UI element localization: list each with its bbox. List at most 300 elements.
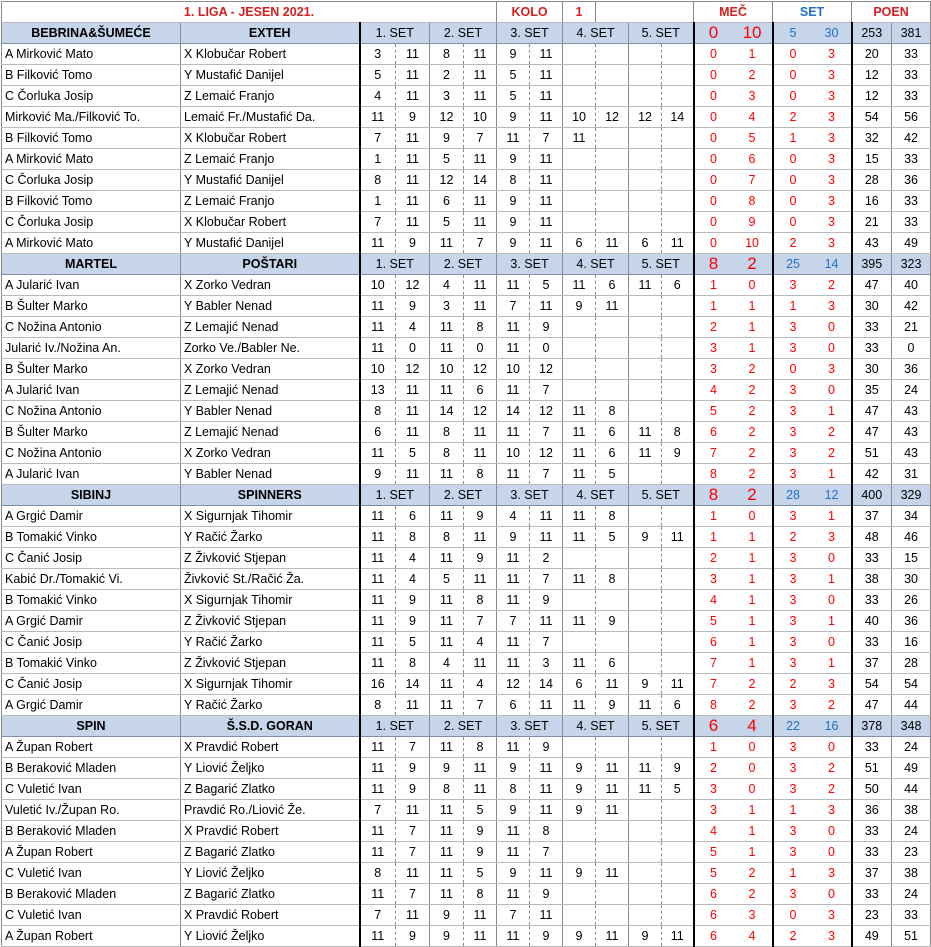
home-player: Kabić Dr./Tomakić Vi. <box>2 569 181 590</box>
set-header: 5. SET <box>629 716 694 737</box>
sets-total-away: 16 <box>813 716 852 737</box>
points-away: 33 <box>892 191 931 212</box>
set-score: 8 <box>360 401 396 422</box>
match-score-home: 0 <box>694 23 733 44</box>
results-body <box>2 2 931 947</box>
set-score: 8 <box>360 863 396 884</box>
set-score: 8 <box>360 695 396 716</box>
home-player: B Filković Tomo <box>2 128 181 149</box>
points-home: 33 <box>852 317 892 338</box>
sets-won-away: 1 <box>813 506 852 527</box>
running-match-away: 1 <box>733 611 773 632</box>
set-score <box>596 884 629 905</box>
set-score: 4 <box>464 674 497 695</box>
set-header: 3. SET <box>497 254 563 275</box>
set-score: 7 <box>464 233 497 254</box>
set-score: 7 <box>396 842 430 863</box>
set-score: 7 <box>464 128 497 149</box>
set-score: 11 <box>530 86 563 107</box>
set-score <box>662 863 694 884</box>
set-score: 7 <box>360 800 396 821</box>
set-score: 7 <box>360 128 396 149</box>
set-score: 14 <box>464 170 497 191</box>
game-row <box>2 359 931 380</box>
set-score <box>629 464 662 485</box>
points-away: 15 <box>892 548 931 569</box>
set-score: 11 <box>530 149 563 170</box>
set-score: 11 <box>497 128 530 149</box>
points-away: 24 <box>892 884 931 905</box>
set-score <box>596 128 629 149</box>
away-player: X Zorko Vedran <box>181 275 360 296</box>
sets-won-away: 1 <box>813 401 852 422</box>
home-player: B Šulter Marko <box>2 359 181 380</box>
points-home: 33 <box>852 884 892 905</box>
sets-won-away: 3 <box>813 926 852 947</box>
set-score: 11 <box>497 821 530 842</box>
set-score: 9 <box>497 191 530 212</box>
set-score: 11 <box>360 569 396 590</box>
sets-won-home: 3 <box>773 380 813 401</box>
set-score: 11 <box>396 170 430 191</box>
points-home: 37 <box>852 653 892 674</box>
set-score <box>662 401 694 422</box>
set-score: 12 <box>530 443 563 464</box>
set-score: 0 <box>530 338 563 359</box>
home-player: B Beraković Mladen <box>2 821 181 842</box>
points-away: 43 <box>892 443 931 464</box>
set-score: 4 <box>396 317 430 338</box>
running-match-away: 5 <box>733 128 773 149</box>
sets-won-home: 0 <box>773 212 813 233</box>
set-score: 11 <box>464 443 497 464</box>
running-match-home: 0 <box>694 233 733 254</box>
points-away: 28 <box>892 653 931 674</box>
set-score: 11 <box>497 926 530 947</box>
home-player: C Čorluka Josip <box>2 212 181 233</box>
running-match-home: 7 <box>694 674 733 695</box>
points-away: 33 <box>892 65 931 86</box>
set-score <box>629 317 662 338</box>
set-score: 12 <box>596 107 629 128</box>
match-header-row <box>2 485 931 506</box>
set-score: 11 <box>360 548 396 569</box>
points-home: 48 <box>852 527 892 548</box>
set-score: 2 <box>530 548 563 569</box>
points-away: 36 <box>892 611 931 632</box>
league-results-table <box>1 1 931 947</box>
sets-won-away: 1 <box>813 569 852 590</box>
game-row <box>2 611 931 632</box>
set-score: 11 <box>360 443 396 464</box>
set-score: 7 <box>396 884 430 905</box>
sets-total-away: 30 <box>813 23 852 44</box>
game-row <box>2 464 931 485</box>
set-header: 1. SET <box>360 485 430 506</box>
running-match-home: 0 <box>694 44 733 65</box>
sets-won-home: 0 <box>773 359 813 380</box>
set-score: 12 <box>629 107 662 128</box>
points-away: 16 <box>892 632 931 653</box>
running-match-away: 1 <box>733 296 773 317</box>
home-player: C Čanić Josip <box>2 674 181 695</box>
set-score: 8 <box>430 527 464 548</box>
set-score: 5 <box>464 800 497 821</box>
set-score <box>662 590 694 611</box>
set-score: 11 <box>497 842 530 863</box>
set-score: 0 <box>464 338 497 359</box>
set-score: 11 <box>430 695 464 716</box>
away-player: Y Liović Željko <box>181 863 360 884</box>
set-header: 3. SET <box>497 23 563 44</box>
running-match-home: 4 <box>694 590 733 611</box>
points-away: 21 <box>892 317 931 338</box>
set-header: 4. SET <box>563 254 629 275</box>
set-score: 5 <box>360 65 396 86</box>
running-match-away: 9 <box>733 212 773 233</box>
set-score: 5 <box>430 149 464 170</box>
set-score: 8 <box>530 821 563 842</box>
set-score <box>596 632 629 653</box>
set-score: 4 <box>360 86 396 107</box>
sets-won-away: 3 <box>813 527 852 548</box>
game-row <box>2 653 931 674</box>
set-score <box>662 464 694 485</box>
running-match-away: 2 <box>733 674 773 695</box>
set-score: 12 <box>464 401 497 422</box>
set-score: 11 <box>396 191 430 212</box>
set-score: 11 <box>430 338 464 359</box>
set-score: 5 <box>596 464 629 485</box>
set-score: 11 <box>596 758 629 779</box>
points-home: 16 <box>852 191 892 212</box>
set-label: SET <box>773 2 852 23</box>
set-score <box>629 191 662 212</box>
set-score <box>662 380 694 401</box>
home-team: MARTEL <box>2 254 181 275</box>
set-score <box>596 149 629 170</box>
home-player: Mirković Ma./Filković To. <box>2 107 181 128</box>
game-row <box>2 107 931 128</box>
points-home: 50 <box>852 779 892 800</box>
home-player: A Grgić Damir <box>2 695 181 716</box>
set-score: 11 <box>430 590 464 611</box>
home-player: C Čanić Josip <box>2 548 181 569</box>
sets-won-home: 0 <box>773 149 813 170</box>
set-score: 11 <box>360 821 396 842</box>
set-score: 11 <box>360 296 396 317</box>
running-match-home: 6 <box>694 884 733 905</box>
points-home: 33 <box>852 590 892 611</box>
set-score: 1 <box>360 191 396 212</box>
game-row <box>2 44 931 65</box>
set-score: 8 <box>430 443 464 464</box>
set-score <box>629 296 662 317</box>
away-player: X Klobučar Robert <box>181 212 360 233</box>
sets-won-away: 2 <box>813 758 852 779</box>
game-row <box>2 443 931 464</box>
game-row <box>2 926 931 947</box>
set-score: 11 <box>629 422 662 443</box>
set-score: 5 <box>430 569 464 590</box>
away-player: X Klobučar Robert <box>181 44 360 65</box>
game-row <box>2 191 931 212</box>
points-home: 51 <box>852 443 892 464</box>
home-player: B Beraković Mladen <box>2 758 181 779</box>
game-row <box>2 800 931 821</box>
set-score: 10 <box>497 443 530 464</box>
set-score: 11 <box>430 842 464 863</box>
game-row <box>2 695 931 716</box>
points-home: 37 <box>852 863 892 884</box>
home-player: Jularić Iv./Nožina An. <box>2 338 181 359</box>
set-score: 11 <box>530 212 563 233</box>
match-score-home: 8 <box>694 254 733 275</box>
set-score: 11 <box>430 737 464 758</box>
set-score: 14 <box>396 674 430 695</box>
running-match-home: 5 <box>694 401 733 422</box>
points-home: 12 <box>852 65 892 86</box>
sets-won-away: 3 <box>813 86 852 107</box>
game-row <box>2 401 931 422</box>
set-score <box>563 905 596 926</box>
set-score <box>563 170 596 191</box>
points-home: 43 <box>852 233 892 254</box>
set-score: 9 <box>464 506 497 527</box>
away-player: Y Liović Željko <box>181 758 360 779</box>
set-score: 11 <box>530 905 563 926</box>
set-score: 11 <box>563 443 596 464</box>
set-score <box>596 821 629 842</box>
set-score: 9 <box>497 800 530 821</box>
sets-won-home: 0 <box>773 905 813 926</box>
set-score: 7 <box>360 905 396 926</box>
set-score: 9 <box>396 779 430 800</box>
home-player: A Grgić Damir <box>2 611 181 632</box>
set-score: 7 <box>530 842 563 863</box>
points-home: 33 <box>852 548 892 569</box>
home-player: C Vuletić Ivan <box>2 863 181 884</box>
points-home: 33 <box>852 821 892 842</box>
running-match-home: 0 <box>694 170 733 191</box>
points-total-away: 348 <box>892 716 931 737</box>
set-score: 14 <box>530 674 563 695</box>
sets-won-away: 3 <box>813 359 852 380</box>
sets-total-home: 25 <box>773 254 813 275</box>
sets-won-away: 0 <box>813 317 852 338</box>
set-score: 11 <box>464 569 497 590</box>
set-score: 11 <box>629 695 662 716</box>
set-score: 9 <box>396 611 430 632</box>
set-score <box>563 338 596 359</box>
set-header: 4. SET <box>563 485 629 506</box>
set-score: 5 <box>662 779 694 800</box>
points-home: 42 <box>852 464 892 485</box>
away-player: X Zorko Vedran <box>181 443 360 464</box>
set-score: 5 <box>497 65 530 86</box>
set-score <box>629 821 662 842</box>
set-score: 9 <box>563 758 596 779</box>
set-score <box>662 800 694 821</box>
set-score: 11 <box>430 380 464 401</box>
set-score: 9 <box>596 611 629 632</box>
points-home: 20 <box>852 44 892 65</box>
away-player: Živković St./Račić Ža. <box>181 569 360 590</box>
running-match-away: 1 <box>733 632 773 653</box>
points-away: 23 <box>892 842 931 863</box>
set-score <box>662 548 694 569</box>
home-player: B Beraković Mladen <box>2 884 181 905</box>
sets-won-home: 3 <box>773 590 813 611</box>
set-score: 0 <box>396 338 430 359</box>
set-score: 9 <box>497 212 530 233</box>
set-score <box>662 296 694 317</box>
home-player: B Tomakić Vinko <box>2 590 181 611</box>
set-score: 11 <box>596 926 629 947</box>
home-player: B Šulter Marko <box>2 422 181 443</box>
points-home: 33 <box>852 737 892 758</box>
set-score: 8 <box>430 779 464 800</box>
home-player: A Jularić Ivan <box>2 464 181 485</box>
match-score-away: 2 <box>733 254 773 275</box>
set-score <box>563 380 596 401</box>
set-score <box>662 44 694 65</box>
set-score: 6 <box>662 695 694 716</box>
set-score: 9 <box>464 842 497 863</box>
set-header: 2. SET <box>430 254 497 275</box>
set-score <box>596 842 629 863</box>
points-home: 47 <box>852 695 892 716</box>
game-row <box>2 317 931 338</box>
set-score <box>629 632 662 653</box>
set-score: 8 <box>497 170 530 191</box>
set-score: 8 <box>464 590 497 611</box>
set-score: 11 <box>360 107 396 128</box>
mec-label: MEČ <box>694 2 773 23</box>
set-score: 11 <box>530 695 563 716</box>
points-away: 36 <box>892 359 931 380</box>
sets-won-home: 3 <box>773 632 813 653</box>
home-player: C Nožina Antonio <box>2 443 181 464</box>
game-row <box>2 233 931 254</box>
set-header: 3. SET <box>497 716 563 737</box>
sets-won-home: 3 <box>773 884 813 905</box>
home-player: A Jularić Ivan <box>2 275 181 296</box>
home-player: A Jularić Ivan <box>2 380 181 401</box>
sets-won-away: 0 <box>813 380 852 401</box>
running-match-home: 6 <box>694 422 733 443</box>
set-score: 12 <box>430 107 464 128</box>
sets-won-away: 2 <box>813 779 852 800</box>
running-match-away: 2 <box>733 884 773 905</box>
set-score <box>596 317 629 338</box>
set-score <box>563 842 596 863</box>
game-row <box>2 275 931 296</box>
running-match-away: 0 <box>733 779 773 800</box>
points-total-home: 253 <box>852 23 892 44</box>
set-score: 11 <box>396 212 430 233</box>
set-score: 8 <box>596 506 629 527</box>
set-score: 6 <box>629 233 662 254</box>
away-player: Y Mustafić Danijel <box>181 170 360 191</box>
game-row <box>2 863 931 884</box>
away-player: Y Račić Žarko <box>181 527 360 548</box>
away-player: X Zorko Vedran <box>181 359 360 380</box>
set-score <box>662 170 694 191</box>
points-home: 54 <box>852 674 892 695</box>
set-score <box>662 506 694 527</box>
set-score: 11 <box>563 695 596 716</box>
sets-won-home: 3 <box>773 758 813 779</box>
set-score: 11 <box>360 338 396 359</box>
match-header-row <box>2 254 931 275</box>
game-row <box>2 422 931 443</box>
points-away: 46 <box>892 527 931 548</box>
sets-won-away: 2 <box>813 275 852 296</box>
sets-won-away: 3 <box>813 674 852 695</box>
sets-won-away: 3 <box>813 191 852 212</box>
running-match-home: 8 <box>694 464 733 485</box>
set-score: 12 <box>497 674 530 695</box>
set-score: 11 <box>629 443 662 464</box>
game-row <box>2 905 931 926</box>
set-score <box>629 569 662 590</box>
points-away: 51 <box>892 926 931 947</box>
set-score: 11 <box>430 632 464 653</box>
running-match-home: 4 <box>694 380 733 401</box>
set-score: 9 <box>497 107 530 128</box>
running-match-away: 1 <box>733 800 773 821</box>
running-match-away: 1 <box>733 821 773 842</box>
points-home: 33 <box>852 842 892 863</box>
set-score: 14 <box>430 401 464 422</box>
set-score <box>629 149 662 170</box>
set-score: 11 <box>396 149 430 170</box>
set-score: 11 <box>360 611 396 632</box>
running-match-home: 3 <box>694 800 733 821</box>
set-score <box>629 842 662 863</box>
points-home: 37 <box>852 506 892 527</box>
set-score: 11 <box>396 401 430 422</box>
running-match-away: 2 <box>733 359 773 380</box>
set-score: 8 <box>430 422 464 443</box>
away-player: Y Babler Nenad <box>181 401 360 422</box>
set-score: 9 <box>430 905 464 926</box>
set-score: 11 <box>530 506 563 527</box>
set-score: 10 <box>464 107 497 128</box>
set-score: 9 <box>662 758 694 779</box>
set-score: 11 <box>430 863 464 884</box>
set-score: 11 <box>497 884 530 905</box>
sets-won-away: 3 <box>813 65 852 86</box>
set-score: 11 <box>360 779 396 800</box>
set-score: 6 <box>596 653 629 674</box>
running-match-home: 7 <box>694 653 733 674</box>
running-match-away: 8 <box>733 191 773 212</box>
set-score: 16 <box>360 674 396 695</box>
points-total-away: 381 <box>892 23 931 44</box>
running-match-away: 1 <box>733 44 773 65</box>
set-score: 11 <box>596 296 629 317</box>
sets-total-away: 14 <box>813 254 852 275</box>
set-score <box>563 548 596 569</box>
away-player: Y Babler Nenad <box>181 464 360 485</box>
sets-won-away: 3 <box>813 800 852 821</box>
set-score: 9 <box>396 107 430 128</box>
set-score: 13 <box>360 380 396 401</box>
sets-won-home: 3 <box>773 779 813 800</box>
set-score <box>662 884 694 905</box>
